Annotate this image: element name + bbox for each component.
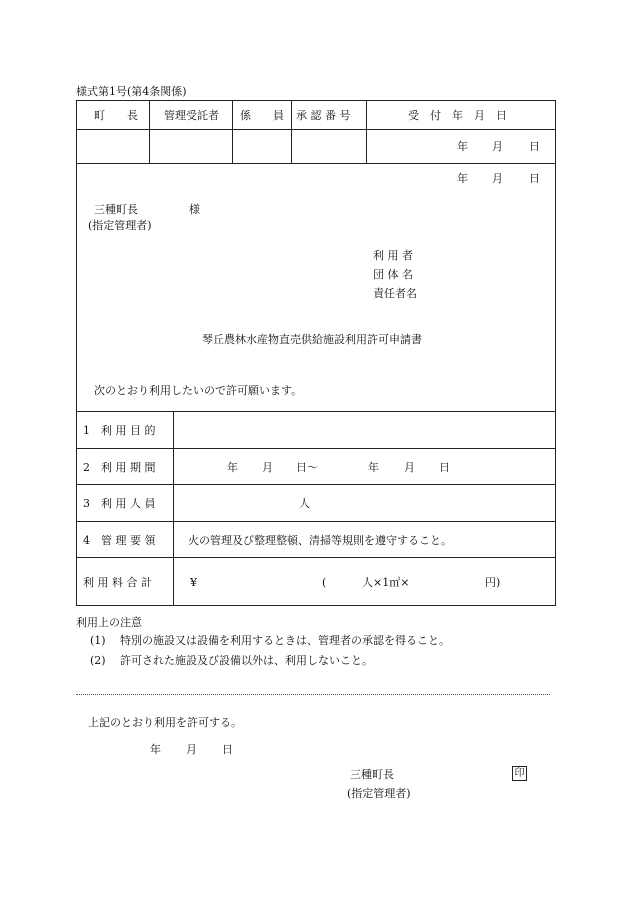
addressee: 三種町長 (94, 203, 138, 216)
header-manager: 管理受託者 (164, 109, 219, 122)
period-month: 月 (262, 461, 273, 474)
permit-issuer: 三種町長 (350, 768, 394, 781)
rule-header-col1 (149, 101, 150, 163)
note-text: 許可された施設及び設備以外は、利用しないこと。 (120, 654, 373, 667)
permit-issuer-sub: (指定管理者) (347, 787, 411, 800)
notes-title: 利用上の注意 (76, 616, 142, 629)
application-day: 日 (529, 172, 540, 185)
application-month: 月 (492, 172, 503, 185)
rules-label: 4 管 理 要 領 (83, 534, 156, 547)
rule-period-bottom (77, 484, 555, 485)
application-title: 琴丘農林水産物直売供給施設利用許可申請書 (202, 333, 422, 346)
purpose-label: 1 利 用 目 的 (83, 424, 156, 437)
rules-text: 火の管理及び整理整頓、清掃等規則を遵守すること。 (188, 534, 452, 547)
period-day-from: 日〜 (296, 461, 318, 474)
rule-users-bottom (77, 521, 555, 522)
period-year-to: 年 (368, 461, 379, 474)
fee-label: 利 用 料 合 計 (83, 576, 152, 589)
rule-item-label-col (173, 411, 174, 606)
header-mayor: 町 長 (94, 109, 138, 122)
header-staff: 係 員 (240, 109, 284, 122)
permit-month: 月 (186, 743, 197, 756)
users-unit: 人 (299, 497, 310, 510)
application-year: 年 (457, 172, 468, 185)
period-day-to: 日 (439, 461, 450, 474)
request-text: 次のとおり利用したいので許可願います。 (94, 384, 303, 397)
fee-yen: ¥ (190, 576, 197, 589)
rule-header-col2 (232, 101, 233, 163)
applicant-rep-label: 責任者名 (373, 287, 417, 300)
addressee-sub: (指定管理者) (88, 219, 152, 232)
form-number: 様式第1号(第4条関係) (76, 85, 187, 98)
header-received: 受 付 年 月 日 (408, 109, 507, 122)
permit-year: 年 (150, 743, 161, 756)
permit-day: 日 (222, 743, 233, 756)
applicant-group-label: 団 体 名 (373, 268, 413, 281)
addressee-honorific: 様 (189, 203, 200, 216)
application-form (76, 100, 556, 606)
period-label: 2 利 用 期 間 (83, 461, 156, 474)
note-number: (2) (90, 654, 106, 667)
received-day: 日 (529, 140, 540, 153)
rule-purpose-bottom (77, 448, 555, 449)
rule-header-col3 (291, 101, 292, 163)
note-text: 特別の施設又は設備を利用するときは、管理者の承認を得ること。 (120, 634, 450, 647)
rule-body-bottom (77, 411, 555, 412)
received-month: 月 (492, 140, 503, 153)
rule-header-col4 (366, 101, 367, 163)
fee-close: 円) (485, 576, 501, 589)
period-year: 年 (227, 461, 238, 474)
rule-stamp-bottom (77, 163, 555, 164)
applicant-user-label: 利 用 者 (373, 249, 413, 262)
permit-text: 上記のとおり利用を許可する。 (88, 716, 242, 729)
fee-formula: 人×1㎡× (362, 576, 410, 589)
rule-rules-bottom (77, 557, 555, 558)
cut-line (76, 694, 550, 695)
header-approval-number: 承 認 番 号 (296, 109, 351, 122)
fee-open-paren: ( (322, 576, 327, 589)
seal-mark: 印 (512, 766, 527, 781)
users-label: 3 利 用 人 員 (83, 497, 156, 510)
received-year: 年 (457, 140, 468, 153)
note-number: (1) (90, 634, 106, 647)
period-month-to: 月 (404, 461, 415, 474)
